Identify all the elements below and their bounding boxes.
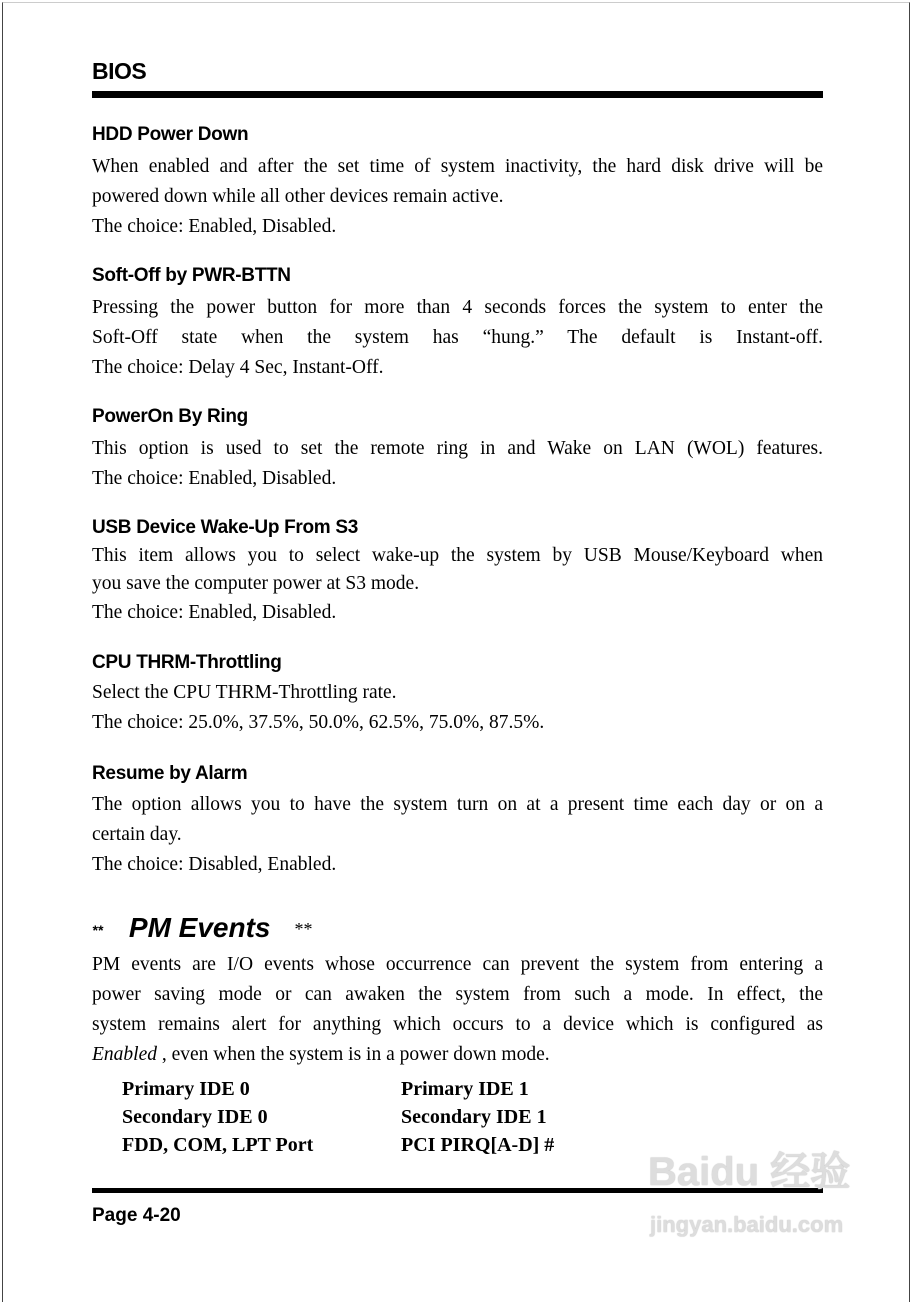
pm-line: system remains alert for anything which occurs to a device which is configured as (92, 1014, 823, 1035)
event-item: Secondary IDE 1 (401, 1106, 547, 1128)
pm-line-rest: , even when the system is in a power down mode. (156, 1044, 550, 1065)
section-line: The choice: Enabled, Disabled. (92, 216, 337, 237)
event-item: FDD, COM, LPT Port (122, 1134, 314, 1156)
section-line: The choice: Disabled, Enabled. (92, 854, 337, 875)
section-line: When enabled and after the set time of system inactivity, the hard disk drive will be (92, 156, 823, 177)
event-item: Primary IDE 1 (401, 1078, 529, 1100)
stars-right: ** (294, 919, 313, 940)
section-line: you save the computer power at S3 mode. (92, 573, 420, 594)
event-item: Primary IDE 0 (122, 1078, 250, 1100)
section-line: The choice: Delay 4 Sec, Instant-Off. (92, 357, 384, 378)
watermark-logo: Baidu 经验 (648, 1150, 851, 1194)
section-heading: HDD Power Down (92, 124, 249, 145)
event-item: PCI PIRQ[A-D] # (401, 1134, 555, 1156)
section-line: Pressing the power button for more than 4 seconds forces the system to enter the (92, 297, 823, 318)
enabled-italic: Enabled (92, 1044, 157, 1065)
pm-events-heading (92, 912, 313, 944)
section-heading: CPU THRM-Throttling (92, 652, 282, 673)
section-line: certain day. (92, 824, 182, 845)
section-heading: Soft-Off by PWR-BTTN (92, 265, 291, 286)
section-line: This option is used to set the remote ring in and Wake on LAN (WOL) features. (92, 438, 823, 459)
section-line: This item allows you to select wake-up the system by USB Mouse/Keyboard when (92, 545, 823, 566)
section-line: The choice: Enabled, Disabled. (92, 602, 337, 623)
section-line: Select the CPU THRM-Throttling rate. (92, 682, 397, 703)
section-heading: Resume by Alarm (92, 763, 248, 784)
pm-title: PM Events (128, 912, 271, 943)
section-line: Soft-Off state when the system has “hung.” The default is Instant-off. (92, 327, 823, 348)
page-header: BIOS (92, 58, 147, 84)
section-line: powered down while all other devices remain active. (92, 186, 504, 207)
section-heading: USB Device Wake-Up From S3 (92, 517, 359, 538)
pm-line: power saving mode or can awaken the system from such a mode. In effect, the (92, 984, 823, 1005)
header-rule (92, 91, 823, 98)
watermark-url: jingyan.baidu.com (650, 1212, 844, 1237)
page-number: Page 4-20 (92, 1205, 181, 1226)
section-line: The option allows you to have the system turn on at a present time each day or on a (92, 794, 823, 815)
pm-line: PM events are I/O events whose occurrence can prevent the system from entering a (92, 954, 823, 975)
event-item: Secondary IDE 0 (122, 1106, 268, 1128)
stars-left: ** (92, 921, 103, 938)
section-heading: PowerOn By Ring (92, 406, 248, 427)
pm-line (92, 1043, 823, 1067)
section-line: The choice: 25.0%, 37.5%, 50.0%, 62.5%, 75.0%, 87.5%. (92, 712, 545, 733)
section-line: The choice: Enabled, Disabled. (92, 468, 337, 489)
